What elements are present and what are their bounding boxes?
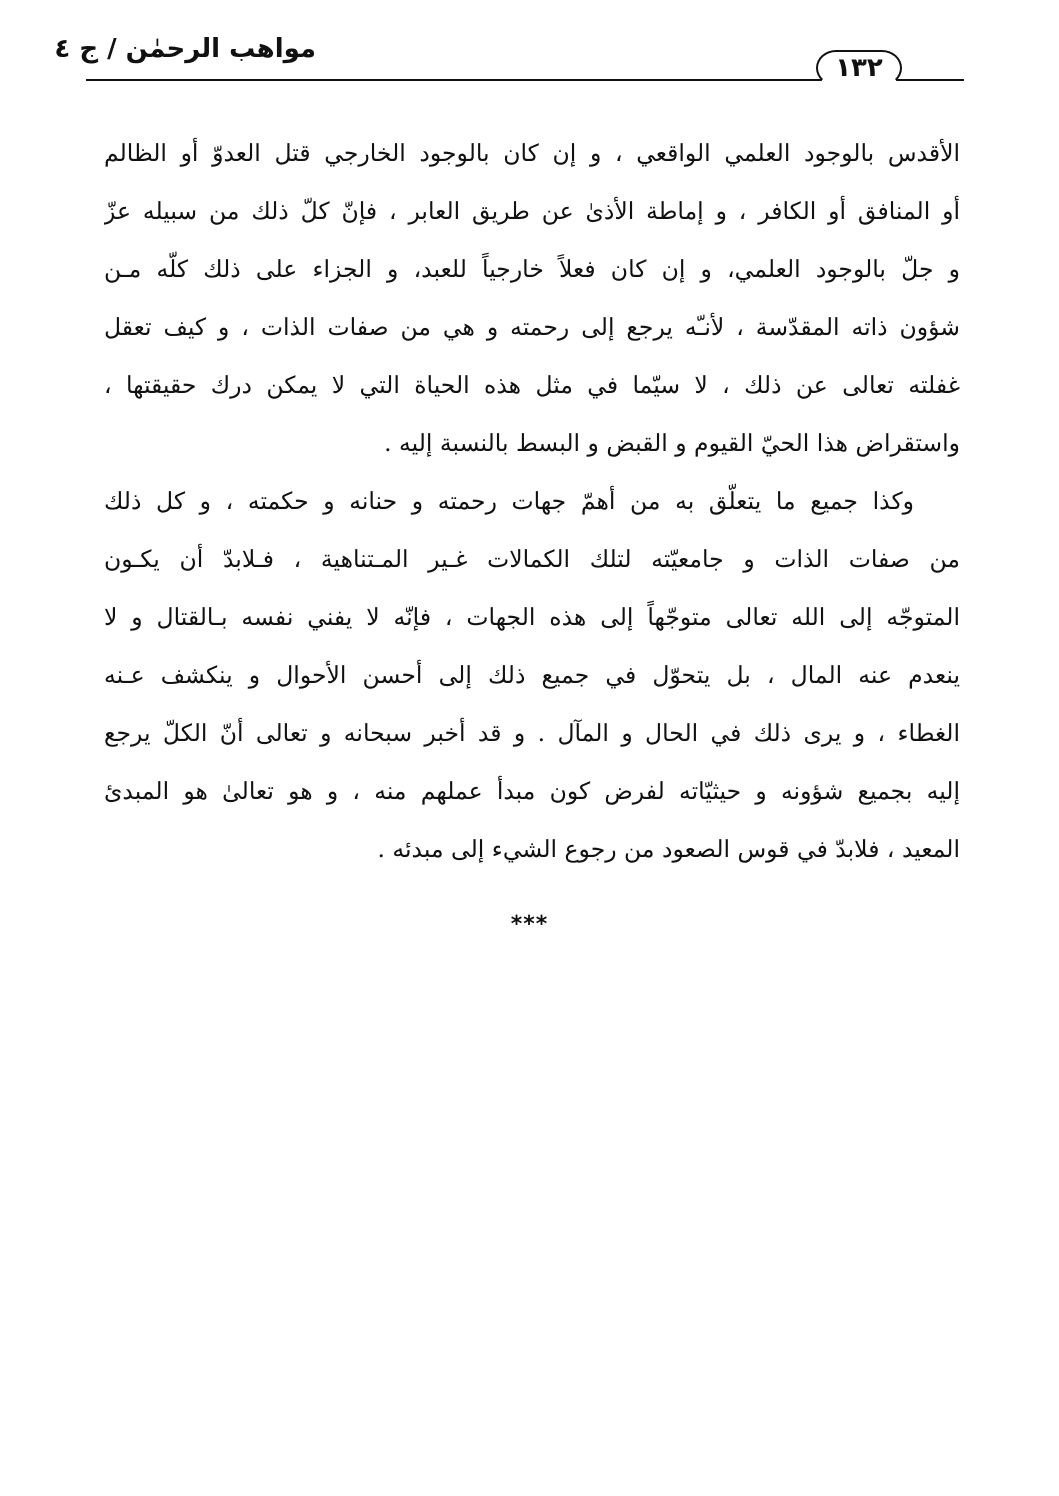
text-line: المتوجّه إلى الله تعالى متوجّهاً إلى هذه الجهات ، فإنّه لا يفني نفسه بـالقتال و لا [104, 603, 960, 631]
text-line: من صفات الذات و جامعيّته لتلك الكمالات غـير المـتناهية ، فـلابدّ أن يكـون [104, 545, 960, 573]
text-line: المعيد ، فلابدّ في قوس الصعود من رجوع الشيء إلى مبدئه . [377, 835, 960, 863]
text-line: غفلته تعالى عن ذلك ، لا سيّما في مثل هذه الحياة التي لا يمكن درك حقيقتها ، [104, 371, 960, 399]
page-header [54, 28, 964, 84]
running-title: مواهب الرحمٰن / ج ٤ [54, 34, 316, 64]
text-line: أو المنافق أو الكافر ، و إماطة الأذىٰ عن طريق العابر ، فإنّ كلّ ذلك من سبيله عزّ [104, 197, 960, 225]
text-line: و جلّ بالوجود العلمي، و إن كان فعلاً خارجياً للعبد، و الجزاء على ذلك كلّه مـن [104, 255, 960, 283]
text-line: الأقدس بالوجود العلمي الواقعي ، و إن كان بالوجود الخارجي قتل العدوّ أو الظالم [104, 139, 960, 167]
page-number: ١٣٢ [816, 50, 902, 86]
body-text [104, 124, 960, 878]
text-line: إليه بجميع شؤونه و حيثيّاته لفرض كون مبدأ عملهم منه ، و هو تعالىٰ هو المبدئ [104, 777, 960, 805]
paragraph-1 [104, 124, 960, 472]
text-line: ينعدم عنه المال ، بل يتحوّل في جميع ذلك إلى أحسن الأحوال و ينكشف عـنه [104, 661, 960, 689]
section-separator: *** [510, 912, 549, 937]
text-line: شؤون ذاته المقدّسة ، لأنـّه يرجع إلى رحمته و هي من صفات الذات ، و كيف تعقل [104, 313, 960, 341]
text-line: الغطاء ، و يرى ذلك في الحال و المآل . و قد أخبر سبحانه و تعالى أنّ الكلّ يرجع [104, 719, 960, 747]
text-line: واستقراض هذا الحيّ القيوم و القبض و البسط بالنسبة إليه . [384, 429, 960, 457]
text-line: وكذا جميع ما يتعلّق به من أهمّ جهات رحمته و حنانه و حكمته ، و كل ذلك [104, 487, 914, 515]
paragraph-2 [104, 472, 960, 878]
